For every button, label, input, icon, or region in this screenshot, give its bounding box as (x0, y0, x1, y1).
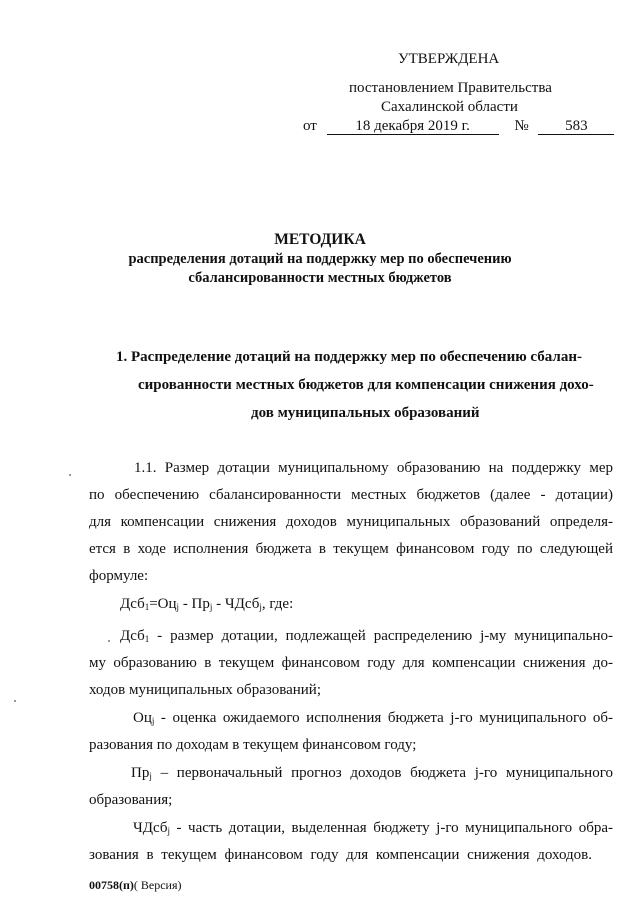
approval-number: 583 (538, 118, 614, 135)
section-heading-line1: 1. Распределение дотаций на поддержку мер по обеспечению сбалан- (116, 349, 582, 365)
number-label: № (514, 118, 529, 134)
from-label: от (303, 118, 317, 134)
para-line: по обеспечению сбалансированности местных бюджетов (далее - дотации) (89, 487, 613, 503)
definition-dsb: Дсб$_1$ - размер дотации, подлежащей распределению j-му муниципально- (120, 628, 613, 644)
para-line: ется в ходе исполнения бюджета в текущем финансовом году по следующей (89, 541, 613, 557)
para-line: образования; (89, 792, 173, 808)
para-line: формуле: (89, 568, 149, 584)
scan-speck (69, 474, 71, 476)
definition-chdsb: ЧДсб$_j$ - часть дотации, выделенная бюджету j-го муниципального обра- (133, 820, 613, 836)
definition-pr: $Пр_j$ – первоначальный прогноз доходов бюджета j-го муниципального (131, 765, 613, 781)
doc-subtitle-1: распределения дотаций на поддержку мер по обеспечению (128, 251, 512, 267)
section-heading-line2: сированности местных бюджетов для компенсации снижения дохо- (138, 377, 594, 393)
definition-oc: $Оц_j$ - оценка ожидаемого исполнения бюджета j-го муниципального об- (133, 710, 613, 726)
approval-title: УТВЕРЖДЕНА (398, 51, 500, 67)
para-line: разования по доходам в текущем финансовом году; (89, 737, 417, 753)
approval-line2: Сахалинской области (381, 99, 518, 115)
doc-title: МЕТОДИКА (274, 231, 366, 248)
scan-speck (14, 700, 16, 702)
para-line: зования в текущем финансовом году для компенсации снижения доходов. (89, 847, 592, 863)
para-line: 1.1. Размер дотации муниципальному образованию на поддержку мер (134, 460, 613, 476)
doc-subtitle-2: сбалансированности местных бюджетов (188, 270, 452, 286)
para-line: для компенсации снижения доходов муниципальных образований определя- (89, 514, 613, 530)
section-heading-line3: дов муниципальных образований (251, 405, 480, 421)
footer-code: 00758(п)( Версия) (89, 878, 182, 892)
approval-date-line (303, 118, 614, 135)
formula: $Дсб_1=Оц_j - Пр_j$ - ЧДсб$_j$, где: (120, 596, 294, 612)
approval-date: 18 декабря 2019 г. (327, 118, 499, 135)
para-line: му образованию в текущем финансовом году для компенсации снижения до- (89, 655, 613, 671)
para-line: ходов муниципальных образований; (89, 682, 321, 698)
approval-line1: постановлением Правительства (349, 80, 552, 96)
scan-speck (108, 640, 110, 642)
